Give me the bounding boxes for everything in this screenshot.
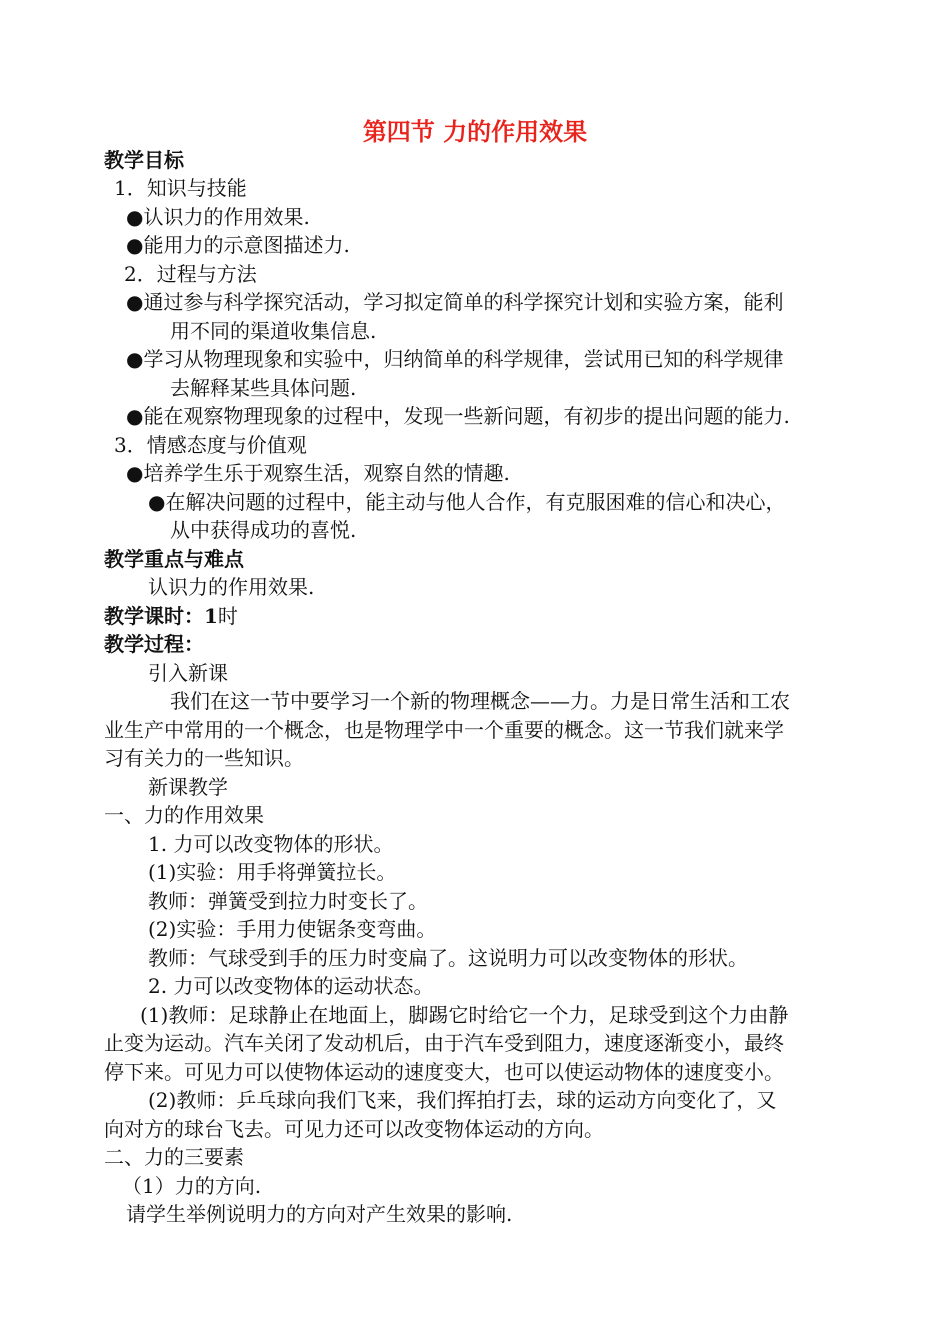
paragraph-line: 止变为运动。汽车关闭了发动机后，由于汽车受到阻力，速度逐渐变小，最终 bbox=[104, 1031, 784, 1055]
section-knowledge: 1．知识与技能 bbox=[114, 176, 247, 200]
key-heading: 教学重点与难点 bbox=[104, 547, 244, 571]
bullet-item: ●能用力的示意图描述力. bbox=[126, 233, 350, 257]
heading-two: 二、力的三要素 bbox=[104, 1145, 244, 1169]
list-line: 2. 力可以改变物体的运动状态。 bbox=[148, 974, 434, 998]
list-line: 1. 力可以改变物体的形状。 bbox=[148, 832, 394, 856]
paragraph-line: 停下来。可见力可以使物体运动的速度变大，也可以使运动物体的速度变小。 bbox=[104, 1060, 784, 1084]
section-attitude: 3．情感态度与价值观 bbox=[114, 433, 307, 457]
paragraph-line: 习有关力的一些知识。 bbox=[104, 746, 304, 770]
paragraph-line: 我们在这一节中要学习一个新的物理概念——力。力是日常生活和工农 bbox=[170, 689, 790, 713]
list-line: 教师：气球受到手的压力时变扁了。这说明力可以改变物体的形状。 bbox=[148, 946, 748, 970]
paragraph-line: (1)教师：足球静止在地面上，脚踢它时给它一个力，足球受到这个力由静 bbox=[140, 1003, 789, 1027]
page-title: 第四节 力的作用效果 bbox=[362, 117, 588, 146]
paragraph-line: (2)教师：乒乓球向我们飞来，我们挥拍打去，球的运动方向变化了，又 bbox=[148, 1088, 777, 1112]
hours-line bbox=[104, 602, 238, 630]
list-line: (2)实验：手用力使锯条变弯曲。 bbox=[148, 917, 437, 941]
list-line: （1）力的方向. bbox=[122, 1174, 262, 1198]
paragraph-line: 业生产中常用的一个概念，也是物理学中一个重要的概念。这一节我们就来学 bbox=[104, 718, 784, 742]
list-line: 请学生举例说明力的方向对产生效果的影响. bbox=[126, 1202, 513, 1226]
new-lesson-label: 新课教学 bbox=[148, 775, 228, 799]
paragraph-line: 向对方的球台飞去。可见力还可以改变物体运动的方向。 bbox=[104, 1117, 604, 1141]
bullet-item: ●在解决问题的过程中，能主动与他人合作，有克服困难的信心和决心， bbox=[148, 490, 786, 514]
bullet-item-continued: 去解释某些具体问题. bbox=[170, 376, 357, 400]
hours-label: 教学课时： bbox=[104, 604, 204, 628]
key-text: 认识力的作用效果. bbox=[148, 575, 315, 599]
hours-unit: 时 bbox=[217, 604, 238, 628]
bullet-item: ●认识力的作用效果. bbox=[126, 205, 310, 229]
list-line: (1)实验：用手将弹簧拉长。 bbox=[148, 860, 397, 884]
bullet-item: ●能在观察物理现象的过程中，发现一些新问题，有初步的提出问题的能力. bbox=[126, 404, 790, 428]
process-heading: 教学过程： bbox=[104, 632, 204, 656]
bullet-item: ●学习从物理现象和实验中，归纳简单的科学规律，尝试用已知的科学规律 bbox=[126, 347, 784, 371]
intro-label: 引入新课 bbox=[148, 661, 228, 685]
list-line: 教师：弹簧受到拉力时变长了。 bbox=[148, 889, 428, 913]
section-process: 2．过程与方法 bbox=[124, 262, 257, 286]
heading-one: 一、力的作用效果 bbox=[104, 803, 264, 827]
bullet-item-continued: 用不同的渠道收集信息. bbox=[170, 319, 377, 343]
bullet-item-continued: 从中获得成功的喜悦. bbox=[170, 518, 357, 542]
bullet-item: ●通过参与科学探究活动，学习拟定简单的科学探究计划和实验方案，能利 bbox=[126, 290, 784, 314]
bullet-item: ●培养学生乐于观察生活，观察自然的情趣. bbox=[126, 461, 510, 485]
hours-number: 1 bbox=[204, 604, 218, 628]
goals-heading: 教学目标 bbox=[104, 148, 184, 172]
